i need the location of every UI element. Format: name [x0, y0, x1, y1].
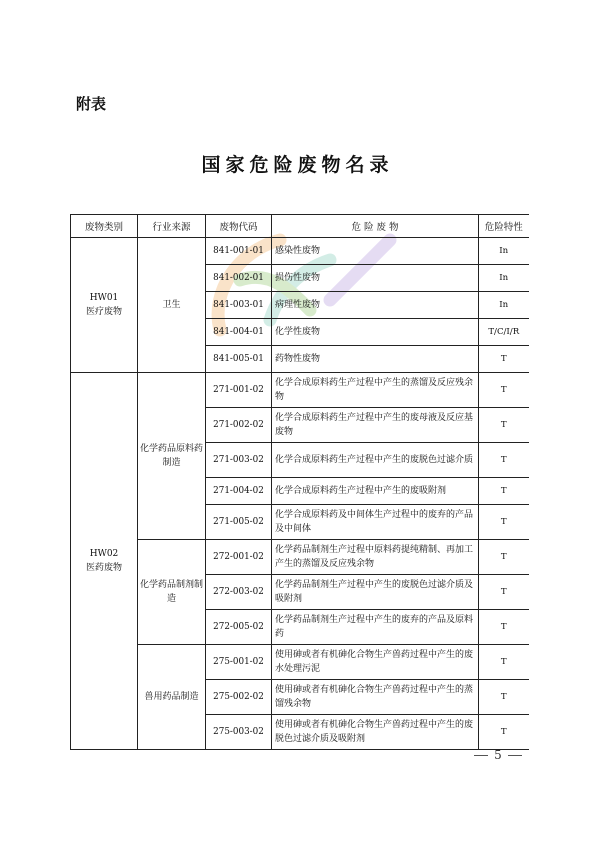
hazard-cell: In: [479, 265, 529, 292]
page-footer: [468, 748, 528, 762]
source-cell: 卫生: [138, 238, 206, 373]
waste-code: 841-004-01: [206, 319, 272, 346]
waste-desc: 化学合成原料药生产过程中产生的废脱色过滤介质: [272, 443, 479, 478]
source-cell: 兽用药品制造: [138, 645, 206, 750]
header-hazard: 危险特性: [479, 215, 529, 238]
footer-dash-left: [474, 755, 488, 756]
category-cell: HW01 医疗废物: [71, 238, 138, 373]
waste-code: 271-004-02: [206, 478, 272, 505]
waste-code: 841-002-01: [206, 265, 272, 292]
waste-code: 272-003-02: [206, 575, 272, 610]
waste-code: 271-005-02: [206, 505, 272, 540]
waste-desc: 化学合成原料药生产过程中产生的废母液及反应基废物: [272, 408, 479, 443]
hazard-cell: T: [479, 373, 529, 408]
table-row: [71, 238, 529, 265]
waste-code: 271-001-02: [206, 373, 272, 408]
hazard-cell: T: [479, 715, 529, 750]
waste-code: 841-005-01: [206, 346, 272, 373]
waste-desc: 使用砷或者有机砷化合物生产兽药过程中产生的废水处理污泥: [272, 645, 479, 680]
hazard-cell: T: [479, 610, 529, 645]
hazard-cell: In: [479, 292, 529, 319]
page-title: 国家危险废物名录: [201, 154, 394, 176]
hazard-cell: In: [479, 238, 529, 265]
waste-desc: 化学合成原料药生产过程中产生的蒸馏及反应残余物: [272, 373, 479, 408]
hazard-cell: T: [479, 505, 529, 540]
hazard-cell: T: [479, 540, 529, 575]
waste-code: 275-001-02: [206, 645, 272, 680]
hazard-cell: T/C/I/R: [479, 319, 529, 346]
header-waste: 危 险 废 物: [272, 215, 479, 238]
page-number: 5: [494, 748, 502, 762]
table-header-row: [71, 215, 529, 238]
waste-desc: 损伤性废物: [272, 265, 479, 292]
waste-desc: 化学性废物: [272, 319, 479, 346]
hazard-cell: T: [479, 346, 529, 373]
header-category: 废物类别: [71, 215, 138, 238]
waste-code: 275-003-02: [206, 715, 272, 750]
waste-code: 271-002-02: [206, 408, 272, 443]
waste-desc: 病理性废物: [272, 292, 479, 319]
waste-code: 841-003-01: [206, 292, 272, 319]
waste-code: 275-002-02: [206, 680, 272, 715]
hazard-cell: T: [479, 443, 529, 478]
waste-desc: 使用砷或者有机砷化合物生产兽药过程中产生的蒸馏残余物: [272, 680, 479, 715]
waste-code: 272-001-02: [206, 540, 272, 575]
waste-desc: 化学合成原料药及中间体生产过程中的废弃的产品及中间体: [272, 505, 479, 540]
waste-desc: 感染性废物: [272, 238, 479, 265]
waste-code: 272-005-02: [206, 610, 272, 645]
waste-code: 271-003-02: [206, 443, 272, 478]
waste-desc: 使用砷或者有机砷化合物生产兽药过程中产生的废脱色过滤介质及吸附剂: [272, 715, 479, 750]
appendix-label: 附表: [76, 95, 107, 113]
hazard-cell: T: [479, 408, 529, 443]
table-row: [71, 373, 529, 408]
hazard-cell: T: [479, 575, 529, 610]
table-row: [71, 540, 529, 575]
category-cell: HW02 医药废物: [71, 373, 138, 750]
header-code: 废物代码: [206, 215, 272, 238]
waste-desc: 药物性废物: [272, 346, 479, 373]
hazard-cell: T: [479, 680, 529, 715]
waste-desc: 化学合成原料药生产过程中产生的废吸附剂: [272, 478, 479, 505]
hazard-cell: T: [479, 478, 529, 505]
hazard-cell: T: [479, 645, 529, 680]
waste-desc: 化学药品制剂生产过程中原料药提纯精制、再加工产生的蒸馏及反应残余物: [272, 540, 479, 575]
source-cell: 化学药品制剂制造: [138, 540, 206, 645]
waste-desc: 化学药品制剂生产过程中产生的废弃的产品及原料药: [272, 610, 479, 645]
header-source: 行业来源: [138, 215, 206, 238]
waste-code: 841-001-01: [206, 238, 272, 265]
table-row: [71, 645, 529, 680]
waste-desc: 化学药品制剂生产过程中产生的废脱色过滤介质及吸附剂: [272, 575, 479, 610]
source-cell: 化学药品原料药制造: [138, 373, 206, 540]
footer-dash-right: [508, 755, 522, 756]
hazardous-waste-table: [70, 214, 529, 750]
